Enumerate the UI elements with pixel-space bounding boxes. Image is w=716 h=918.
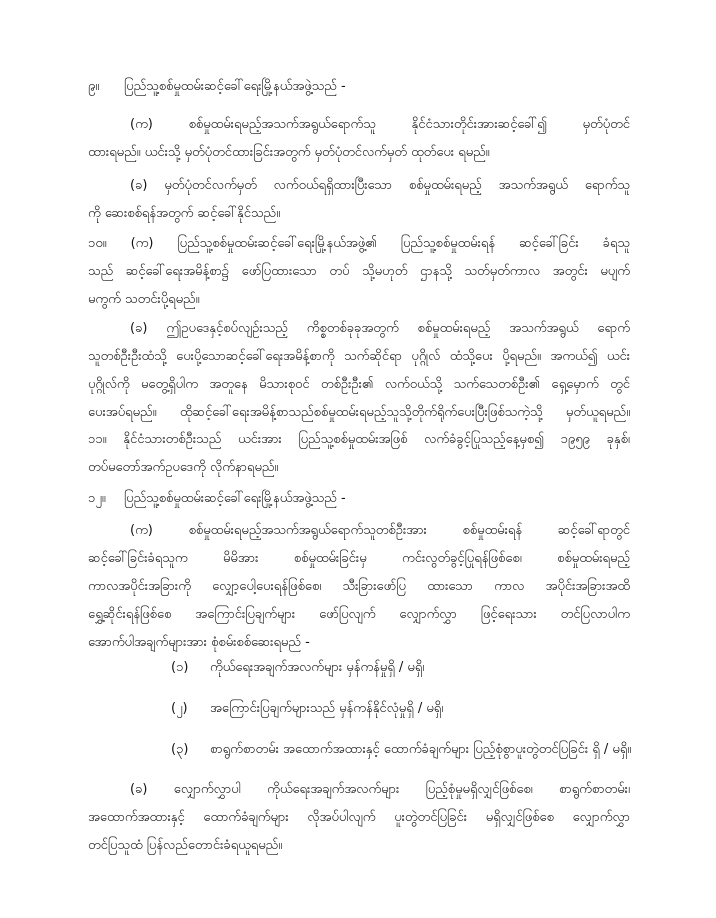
text-line: (ခ) မှတ်ပုံတင်လက်မှတ် လက်ဝယ်ရရှိထားပြီးသော စစ်မှုထမ်းရမည့် အသက်အရွယ် ရောက်သူ (130, 178, 630, 193)
text-line: သူတစ်ဦးဦးထံသို့ ပေးပို့သောဆင့်ခေါ်ရေးအမိန့်စာကို သက်ဆိုင်ရာ ပုဂ္ဂိုလ် ထံသို့ပေး ပို့ရမည်။ အကယ်၍ ယင်း (88, 349, 630, 364)
text-line: အောက်ပါအချက်များအား စုံစမ်းစစ်ဆေးရမည် - (88, 635, 310, 650)
text-line: ကို ဆေးစစ်ရန်အတွက် ဆင့်ခေါ်နိုင်သည်။ (88, 206, 281, 221)
text-line: ပုဂ္ဂိုလ်ကို မတွေ့ရှိပါက အတူနေ မိသားစုဝင် တစ်ဦးဦး၏ လက်ဝယ်သို့ သက်သေတစ်ဦး၏ ရှေ့မှောက် တွင် (88, 377, 630, 392)
section-number: ၁၂။ (88, 491, 106, 506)
text-line: ရွှေ့ဆိုင်းရန်ဖြစ်စေ အကြောင်းပြချက်များ ဖော်ပြလျက် လျှောက်လွှာ ဖြင့်ရေးသား တင်ပြလာပါက (88, 607, 630, 622)
sub-item-text: အကြောင်းပြချက်များသည် မှန်ကန်နိုင်လုံမှုရှိ / မရှိ၊ (210, 701, 444, 716)
section-heading: ပြည်သူ့စစ်မှုထမ်းဆင့်ခေါ်ရေးမြို့နယ်အဖွဲ့သည် - (124, 79, 346, 94)
text-line: ဆင့်ခေါ်ခြင်းခံရသူက မိမိအား စစ်မှုထမ်းခြင်းမှ ကင်းလွတ်ခွင့်ပြုရန်ဖြစ်စေ၊ စစ်မှုထမ်းရမည့် (88, 551, 630, 566)
text-line: ကာလအပိုင်းအခြားကို လျှော့ပေါ့ပေးရန်ဖြစ်စေ၊ သီးခြားဖော်ပြ ထားသော ကာလ အပိုင်းအခြားအထိ (88, 579, 630, 594)
section-heading: ပြည်သူ့စစ်မှုထမ်းဆင့်ခေါ်ရေးမြို့နယ်အဖွဲ့သည် - (124, 491, 346, 506)
text-line: (ခ) လျှောက်လွှာပါ ကိုယ်ရေးအချက်အလက်များ ပြည့်စုံမှုမရှိလျှင်ဖြစ်စေ၊ စာရွက်စာတမ်း၊ (130, 782, 630, 797)
text-line: (က) စစ်မှုထမ်းရမည့်အသက်အရွယ်ရောက်သူတစ်ဦးအား စစ်မှုထမ်းရန် ဆင့်ခေါ်ရာတွင် (130, 523, 630, 538)
text-line: သည် ဆင့်ခေါ်ရေးအမိန့်စာ၌ ဖော်ပြထားသော တပ် သို့မဟုတ် ဌာနသို့ သတ်မှတ်ကာလ အတွင်း မပျက် (88, 264, 630, 279)
text-line: (က) စစ်မှုထမ်းရမည့်အသက်အရွယ်ရောက်သူ နိုင်ငံသားတိုင်းအားဆင့်ခေါ်၍ မှတ်ပုံတင် (130, 117, 630, 132)
text-line: ထားရမည်။ ယင်းသို့ မှတ်ပုံတင်ထားခြင်းအတွက် မှတ်ပုံတင်လက်မှတ် ထုတ်ပေး ရမည်။ (88, 145, 490, 160)
text-line: တပ်မတော်အက်ဥပဒေကို လိုက်နာရမည်။ (88, 460, 279, 475)
text-line: ၁၁။ နိုင်ငံသားတစ်ဦးသည် ယင်းအား ပြည်သူ့စစ်မှုထမ်းအဖြစ် လက်ခံခွင့်ပြုသည့်နေ့မှစ၍ ၁၉၅၉ ခုနှစ်၊ (88, 432, 630, 447)
text-line: မကွက် သတင်းပို့ရမည်။ (88, 292, 200, 307)
text-line: (ခ) ဤဥပဒေနှင့်စပ်လျဉ်းသည့် ကိစ္စတစ်ခုခုအတွက် စစ်မှုထမ်းရမည့် အသက်အရွယ် ရောက် (130, 321, 630, 336)
sub-item-label: (၃) (171, 742, 189, 757)
text-line: ပေးအပ်ရမည်။ ထိုဆင့်ခေါ်ရေးအမိန့်စာသည်စစ်မှုထမ်းရမည့်သူသို့တိုက်ရိုက်ပေးပြီးဖြစ်သကဲ့သို့ မှတ်ယူရမည်။ (88, 405, 630, 420)
text-line: အထောက်အထားနှင့် ထောက်ခံချက်များ လိုအပ်ပါလျက် ပူးတွဲတင်ပြခြင်း မရှိလျှင်ဖြစ်စေ လျှောက်လွှာ (88, 810, 630, 825)
sub-item-label: (၁) (171, 660, 189, 675)
sub-item-label: (၂) (171, 701, 188, 716)
section-number: ၉။ (88, 79, 100, 94)
sub-item-text: ကိုယ်ရေးအချက်အလက်များ မှန်ကန်မှုရှိ / မရှိ၊ (210, 660, 425, 675)
text-line: ၁၀။ (က) ပြည်သူ့စစ်မှုထမ်းဆင့်ခေါ်ရေးမြို့နယ်အဖွဲ့၏ ပြည်သူ့စစ်မှုထမ်းရန် ဆင့်ခေါ်ခြင်း ခံရသူ (88, 236, 630, 251)
sub-item-text: စာရွက်စာတမ်း အထောက်အထားနှင့် ထောက်ခံချက်များ ပြည့်စုံစွာပူးတွဲတင်ပြခြင်း ရှိ / မရှိ။ (210, 742, 632, 757)
text-line: တင်ပြသူထံ ပြန်လည်တောင်းခံရယူရမည်။ (88, 838, 283, 853)
